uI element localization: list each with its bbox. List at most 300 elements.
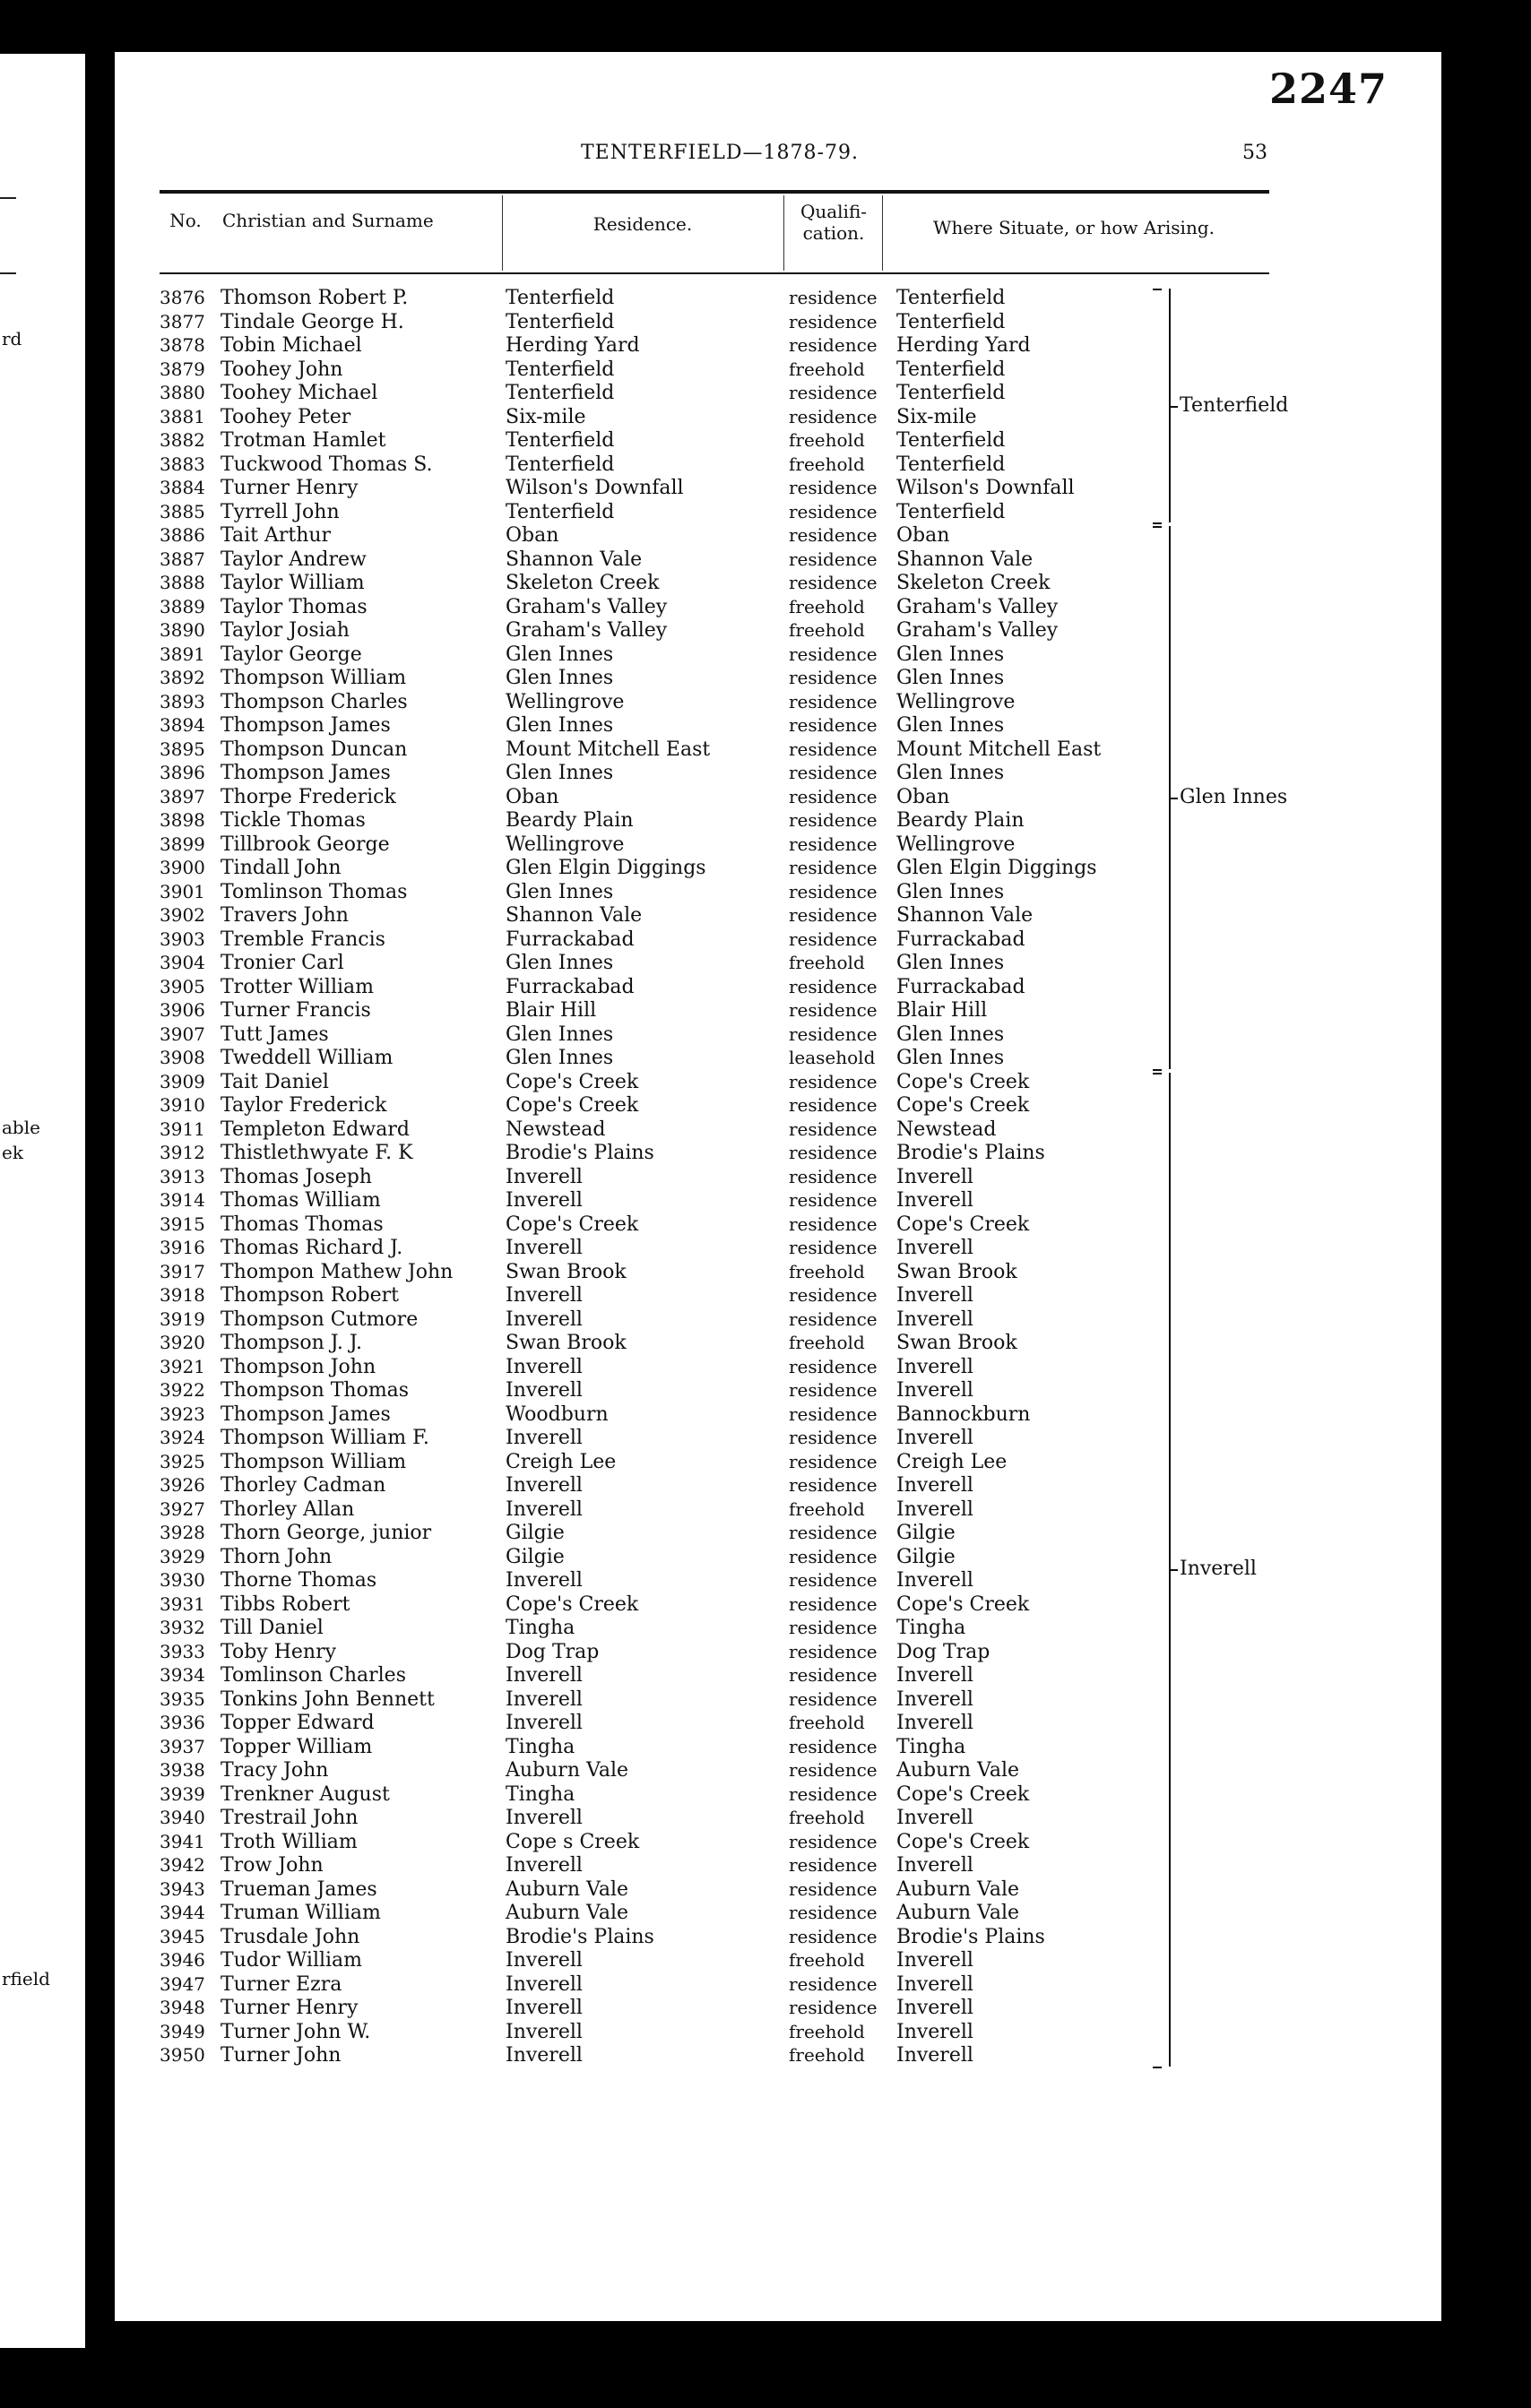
residence-cell: Inverell [506,1474,583,1497]
qualification-cell: residence [789,857,878,878]
residence-cell: Wilson's Downfall [506,477,684,499]
entry-number: 3882 [160,429,205,451]
voter-name: Thorpe Frederick [221,785,396,808]
entry-number: 3899 [160,833,205,855]
voter-name: Thomson Robert P. [221,287,409,309]
table-row [115,1308,1155,1333]
qualification-cell: residence [789,477,878,498]
qualification-cell: residence [789,1094,878,1116]
residence-cell: Shannon Vale [506,548,643,571]
residence-cell: Shannon Vale [506,904,643,927]
residence-cell: Glen Innes [506,762,614,784]
header-rule-top [160,190,1269,194]
voter-name: Thomas Thomas [221,1213,384,1236]
voter-name: Troth William [221,1830,358,1853]
table-row [115,501,1155,525]
where-situate-cell: Cope's Creek [896,1094,1030,1117]
voter-name: Topper William [221,1735,373,1758]
residence-cell: Glen Innes [506,1023,614,1046]
where-situate-cell: Wellingrove [896,690,1016,713]
residence-cell: Herding Yard [506,334,640,357]
where-situate-cell: Inverell [896,1997,973,2019]
entry-number: 3910 [160,1094,205,1116]
residence-cell: Swan Brook [506,1332,627,1354]
where-situate-cell: Brodie's Plains [896,1925,1045,1948]
qualification-cell: residence [789,762,878,783]
table-row [115,1664,1155,1688]
qualification-cell: residence [789,1403,878,1425]
entry-number: 3948 [160,1997,205,2018]
entry-number: 3933 [160,1640,205,1662]
residence-cell: Cope's Creek [506,1094,639,1117]
brace-point [1169,1569,1178,1571]
facing-page-fragment: rfield [2,1968,50,1989]
entry-number: 3879 [160,358,205,380]
qualification-cell: residence [789,1474,878,1496]
residence-cell: Tenterfield [506,310,615,333]
where-situate-cell: Brodie's Plains [896,1142,1045,1164]
qualification-cell: freehold [789,358,865,380]
voter-name: Trow John [221,1854,324,1877]
qualification-cell: freehold [789,1497,865,1520]
entry-number: 3934 [160,1664,205,1686]
entry-number: 3924 [160,1427,205,1448]
where-situate-cell: Inverell [896,1949,973,1972]
table-row [115,1237,1155,1261]
table-row [115,1949,1155,1973]
where-situate-cell: Gilgie [896,1522,956,1544]
entry-number: 3911 [160,1118,205,1140]
facing-page-rule [0,197,16,199]
column-header-qualification: Qualifi- cation. [800,201,868,244]
qualification-cell: residence [789,1617,878,1638]
entry-number: 3938 [160,1759,205,1781]
where-situate-cell: Cope's Creek [896,1782,1030,1806]
voter-name: Thomas William [221,1189,381,1212]
residence-cell: Inverell [506,1237,583,1259]
table-row [115,1047,1155,1071]
voter-name: Trotman Hamlet [221,429,386,452]
entry-number: 3892 [160,667,205,688]
table-row [115,1712,1155,1736]
where-situate-cell: Inverell [896,1427,973,1449]
table-row [115,1997,1155,2021]
residence-cell: Tenterfield [506,287,615,309]
entry-number: 3916 [160,1237,205,1258]
voter-name: Toohey Michael [221,382,378,404]
table-row [115,1617,1155,1641]
residence-cell: Inverell [506,1664,583,1687]
where-situate-cell: Wellingrove [896,833,1016,856]
voter-name: Tyrrell John [221,500,340,523]
entry-number: 3915 [160,1213,205,1235]
voter-name: Turner Ezra [221,1972,342,1996]
voter-name: Trusdale John [221,1925,360,1948]
qualification-cell: residence [789,1308,878,1330]
where-situate-cell: Tingha [896,1735,966,1758]
residence-cell: Tenterfield [506,358,615,381]
voter-name: Taylor Andrew [221,548,367,571]
residence-cell: Woodburn [506,1403,609,1426]
residence-cell: Inverell [506,1807,583,1829]
residence-cell: Tenterfield [506,453,615,476]
table-row [115,1403,1155,1428]
where-situate-cell: Inverell [896,2044,973,2067]
table-row [115,809,1155,833]
table-row [115,1973,1155,1998]
voter-name: Templeton Edward [221,1118,410,1141]
entry-number: 3893 [160,690,205,712]
qualification-cell: residence [789,999,878,1021]
voter-name: Taylor Frederick [221,1094,387,1117]
table-row [115,1569,1155,1593]
where-situate-cell: Glen Innes [896,667,1005,689]
table-row [115,833,1155,858]
qualification-cell: residence [789,1165,878,1187]
residence-cell: Dog Trap [506,1640,600,1663]
voter-name: Thompson William [221,667,407,689]
table-row [115,667,1155,691]
entry-number: 3891 [160,643,205,665]
entry-number: 3896 [160,762,205,783]
residence-cell: Furrackabad [506,975,635,998]
qualification-cell: residence [789,310,878,332]
voter-name: Trueman James [221,1877,377,1901]
where-situate-cell: Creigh Lee [896,1450,1008,1473]
table-row [115,1498,1155,1523]
residence-cell: Glen Innes [506,952,614,974]
voter-name: Tait Daniel [221,1070,329,1093]
table-row [115,382,1155,406]
voter-name: Thomas Richard J. [221,1237,403,1259]
entry-number: 3909 [160,1070,205,1092]
entry-number: 3877 [160,310,205,332]
table-row [115,881,1155,905]
where-situate-cell: Glen Innes [896,762,1005,784]
where-situate-cell: Swan Brook [896,1332,1017,1354]
residence-cell: Beardy Plain [506,809,634,832]
voter-name: Thorley Cadman [221,1474,386,1497]
where-situate-cell: Swan Brook [896,1260,1017,1283]
entry-number: 3887 [160,548,205,570]
entry-number: 3943 [160,1877,205,1900]
where-situate-cell: Bannockburn [896,1403,1031,1426]
where-situate-cell: Tenterfield [896,500,1006,523]
qualification-cell: residence [789,1735,878,1757]
residence-cell: Inverell [506,1997,583,2019]
qualification-cell: residence [789,1522,878,1543]
residence-cell: Inverell [506,1308,583,1331]
qualification-cell: residence [789,1640,878,1662]
voter-name: Thompson Charles [221,690,408,713]
qualification-cell: residence [789,572,878,593]
table-row [115,1427,1155,1451]
table-row [115,1332,1155,1356]
table-row [115,1071,1155,1095]
where-situate-cell: Shannon Vale [896,904,1034,927]
where-situate-cell: Mount Mitchell East [896,738,1102,761]
voter-name: Trenkner August [221,1782,390,1806]
table-row [115,1926,1155,1950]
qualification-cell: freehold [789,595,865,617]
table-row [115,1593,1155,1618]
voter-name: Turner John W. [221,2020,371,2043]
where-situate-cell: Blair Hill [896,999,988,1022]
document-page [115,52,1441,2321]
voter-name: Tweddell William [221,1047,394,1069]
where-situate-cell: Inverell [896,1474,973,1497]
voter-name: Thorne Thomas [221,1569,377,1592]
where-situate-cell: Cope's Creek [896,1213,1030,1236]
qualification-cell: residence [789,809,878,831]
qualification-cell: residence [789,1569,878,1591]
entry-number: 3912 [160,1142,205,1163]
table-row [115,1213,1155,1238]
qualification-cell: residence [789,928,878,950]
qualification-cell: residence [789,1070,878,1092]
table-row [115,2044,1155,2068]
district-label: Glen Innes [1180,785,1288,808]
column-header-name: Christian and Surname [222,210,434,231]
entry-number: 3928 [160,1522,205,1543]
entry-number: 3890 [160,619,205,641]
where-situate-cell: Glen Innes [896,952,1005,974]
brace-cap [1153,522,1162,524]
table-row [115,714,1155,738]
qualification-cell: freehold [789,2044,865,2066]
table-row [115,1261,1155,1285]
where-situate-cell: Glen Innes [896,1047,1005,1069]
table-row [115,1023,1155,1048]
folio-number: 2247 [1269,65,1388,113]
voter-name: Taylor William [221,572,365,594]
table-row [115,548,1155,573]
table-row [115,1474,1155,1498]
table-row [115,1807,1155,1831]
qualification-cell: residence [789,1759,878,1781]
where-situate-cell: Tenterfield [896,287,1006,309]
table-row [115,1379,1155,1403]
brace-cap [1153,526,1162,528]
facing-page-fragment: able [2,1117,40,1138]
table-row [115,524,1155,548]
residence-cell: Six-mile [506,405,586,428]
header-rule-bottom [160,272,1269,274]
entry-number: 3900 [160,857,205,878]
where-situate-cell: Graham's Valley [896,595,1059,618]
voter-name: Turner John [221,2044,342,2067]
facing-page-edge [0,54,85,2348]
qualification-cell: residence [789,1902,878,1923]
table-row [115,1284,1155,1308]
residence-cell: Auburn Vale [506,1902,629,1924]
residence-cell: Graham's Valley [506,619,668,642]
where-situate-cell: Inverell [896,1355,973,1378]
where-situate-cell: Glen Innes [896,714,1005,737]
entry-number: 3888 [160,572,205,593]
qualification-cell: residence [789,287,878,308]
residence-cell: Inverell [506,1854,583,1877]
voter-name: Tillbrook George [221,833,390,856]
entry-number: 3942 [160,1854,205,1876]
qualification-cell: residence [789,667,878,688]
table-row [115,1902,1155,1926]
where-situate-cell: Tenterfield [896,429,1006,452]
entry-number: 3876 [160,287,205,308]
residence-cell: Glen Elgin Diggings [506,857,706,879]
residence-cell: Furrackabad [506,928,635,951]
voter-name: Tuckwood Thomas S. [221,453,433,476]
table-row [115,904,1155,928]
qualification-cell: residence [789,1592,878,1615]
table-row [115,334,1155,358]
qualification-cell: residence [789,904,878,926]
column-header-residence: Residence. [593,213,693,235]
entry-number: 3885 [160,500,205,522]
table-row [115,477,1155,501]
voter-name: Tomlinson Thomas [221,880,408,903]
qualification-cell: freehold [789,453,865,475]
qualification-cell: freehold [789,952,865,973]
table-row [115,453,1155,478]
voter-name: Taylor Josiah [221,619,350,642]
where-situate-cell: Shannon Vale [896,548,1034,571]
voter-name: Thistlethwyate F. K [221,1142,413,1164]
where-situate-cell: Glen Innes [896,643,1005,666]
where-situate-cell: Tingha [896,1617,966,1639]
table-row [115,1094,1155,1118]
voter-name: Tobin Michael [221,334,362,357]
qualification-cell: residence [789,1450,878,1472]
where-situate-cell: Oban [896,785,950,808]
entry-number: 3908 [160,1047,205,1068]
entry-number: 3931 [160,1592,205,1615]
entry-number: 3903 [160,928,205,950]
voter-name: Thompon Mathew John [221,1260,454,1283]
brace-cap [1153,1069,1162,1071]
entry-number: 3884 [160,477,205,498]
district-label: Tenterfield [1180,393,1289,417]
residence-cell: Brodie's Plains [506,1925,654,1948]
residence-cell: Gilgie [506,1522,565,1544]
residence-cell: Blair Hill [506,999,597,1022]
qualification-cell: freehold [789,1260,865,1282]
voter-name: Thompson James [221,714,391,737]
qualification-cell: freehold [789,619,865,641]
voter-name: Thomas Joseph [221,1165,372,1188]
entry-number: 3894 [160,714,205,736]
qualification-cell: residence [789,1379,878,1401]
brace-cap [1153,2067,1162,2068]
qualification-cell: residence [789,833,878,855]
where-situate-cell: Tenterfield [896,453,1006,476]
voter-name: Taylor Thomas [221,595,368,618]
where-situate-cell: Six-mile [896,405,977,428]
where-situate-cell: Inverell [896,1497,973,1521]
voter-name: Thompson Duncan [221,738,408,761]
table-row [115,596,1155,620]
voter-name: Thompson Thomas [221,1379,410,1402]
table-row [115,952,1155,976]
residence-cell: Brodie's Plains [506,1142,654,1164]
voter-name: Toby Henry [221,1640,337,1663]
voter-name: Thompson Cutmore [221,1308,419,1331]
voter-name: Tomlinson Charles [221,1664,406,1687]
where-situate-cell: Tenterfield [896,382,1006,404]
where-situate-cell: Inverell [896,1284,973,1307]
residence-cell: Skeleton Creek [506,572,660,594]
where-situate-cell: Auburn Vale [896,1877,1020,1901]
page-number: 53 [1242,142,1267,164]
voter-name: Tronier Carl [221,952,344,974]
residence-cell: Mount Mitchell East [506,738,711,761]
where-situate-cell: Inverell [896,1664,973,1687]
qualification-cell: residence [789,690,878,712]
qualification-cell: residence [789,1830,878,1852]
table-row [115,1142,1155,1166]
where-situate-cell: Oban [896,524,950,547]
where-situate-cell: Inverell [896,1712,973,1734]
entry-number: 3906 [160,999,205,1021]
table-row [115,1759,1155,1783]
entry-number: 3944 [160,1902,205,1923]
qualification-cell: residence [789,785,878,807]
voter-name: Thompson J. J. [221,1332,362,1354]
qualification-cell: residence [789,548,878,570]
voter-name: Toohey Peter [221,405,351,428]
residence-cell: Inverell [506,1687,583,1711]
voter-name: Turner Henry [221,477,359,499]
residence-cell: Glen Innes [506,643,614,666]
voter-name: Topper Edward [221,1712,375,1734]
qualification-cell: residence [789,1023,878,1045]
where-situate-cell: Inverell [896,1972,973,1996]
entry-number: 3935 [160,1687,205,1710]
running-head: TENTERFIELD—1878-79. [581,142,859,164]
residence-cell: Auburn Vale [506,1877,629,1901]
qualification-cell: residence [789,1118,878,1140]
qualification-cell: freehold [789,2020,865,2042]
qualification-cell: residence [789,500,878,522]
voter-name: Taylor George [221,643,362,666]
entry-number: 3895 [160,738,205,760]
voter-name: Tindall John [221,857,342,879]
qualification-cell: residence [789,1854,878,1876]
residence-cell: Wellingrove [506,833,625,856]
table-row [115,857,1155,881]
voter-name: Thompson James [221,1403,391,1426]
where-situate-cell: Inverell [896,1569,973,1592]
qualification-cell: residence [789,1782,878,1805]
residence-cell: Tingha [506,1735,575,1758]
residence-cell: Cope's Creek [506,1213,639,1236]
voter-name: Tait Arthur [221,524,332,547]
residence-cell: Inverell [506,1427,583,1449]
entry-number: 3939 [160,1782,205,1805]
voter-name: Tickle Thomas [221,809,366,832]
residence-cell: Inverell [506,1379,583,1402]
brace-cap [1153,1073,1162,1075]
table-row [115,1546,1155,1570]
qualification-cell: residence [789,1687,878,1710]
entry-number: 3883 [160,453,205,475]
entry-number: 3919 [160,1308,205,1330]
residence-cell: Inverell [506,2044,583,2067]
where-situate-cell: Furrackabad [896,975,1025,998]
where-situate-cell: Gilgie [896,1545,956,1568]
residence-cell: Swan Brook [506,1260,627,1283]
table-row [115,976,1155,1000]
